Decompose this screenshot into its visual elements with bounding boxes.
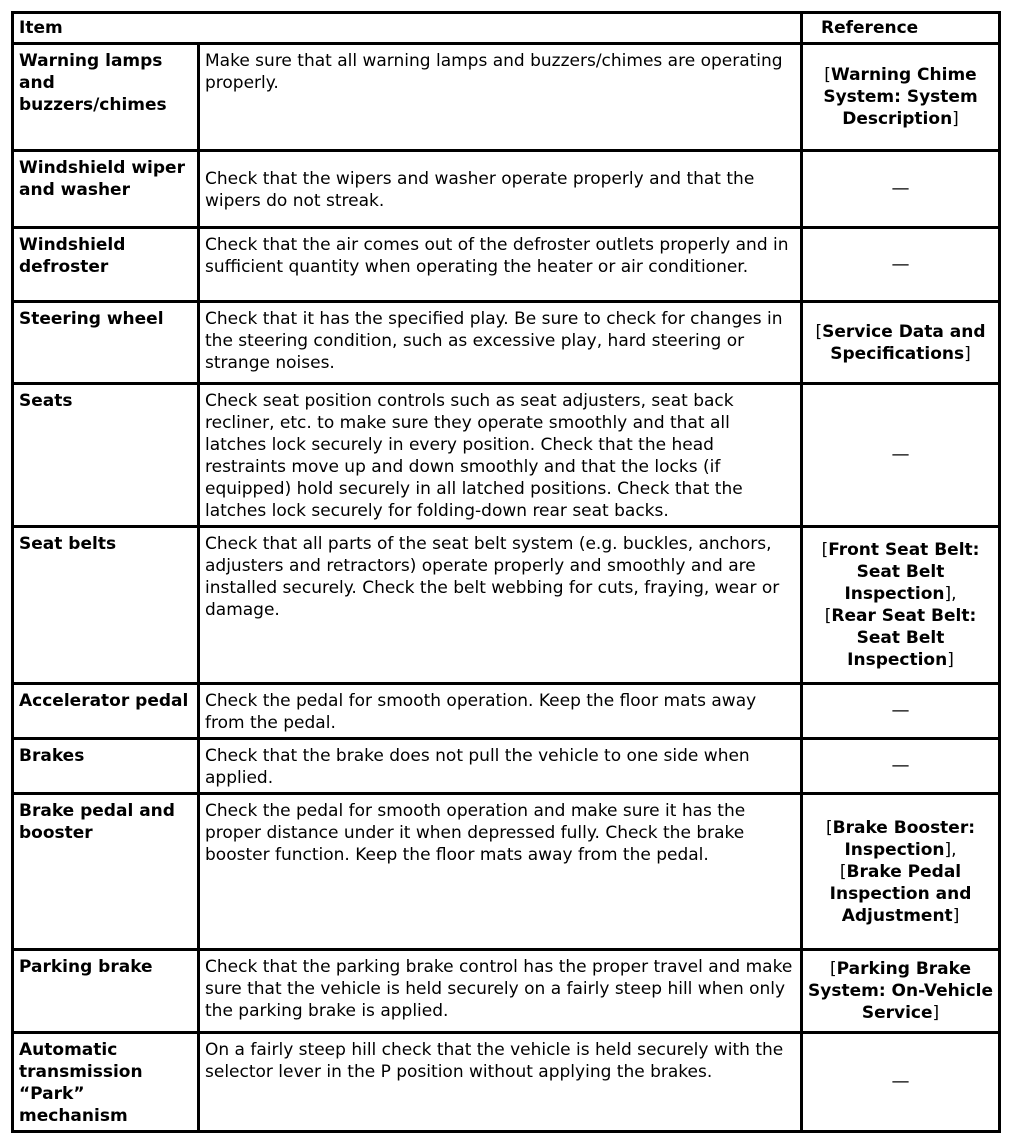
- item-cell: Seats: [13, 384, 199, 527]
- item-cell: Brakes: [13, 739, 199, 794]
- reference-link[interactable]: Brake Booster: Inspection: [832, 817, 976, 860]
- reference-link[interactable]: Parking Brake System: On-Vehicle Service: [808, 959, 994, 1023]
- reference-cell: [802, 44, 1000, 151]
- description-cell: Check that it has the specified play. Be sure to check for changes in the steering condition, such as excessive play, hard steering or strange noises.: [199, 302, 802, 384]
- table-row: [13, 44, 1000, 151]
- inspection-table-container: [11, 11, 998, 1133]
- no-reference-dash: —: [891, 1071, 910, 1092]
- table-row: [13, 302, 1000, 384]
- item-cell: Windshield wiper and washer: [13, 151, 199, 228]
- reference-entry: [Brake Pedal Inspection and Adjustment]: [829, 861, 972, 926]
- reference-link[interactable]: Front Seat Belt: Seat Belt Inspection: [828, 540, 980, 604]
- table-row: [13, 527, 1000, 684]
- reference-entry: [Service Data and Specifications]: [815, 321, 986, 364]
- description-cell: Check that the wipers and washer operate properly and that the wipers do not streak.: [199, 151, 802, 228]
- table-row: [13, 684, 1000, 739]
- reference-link[interactable]: Service Data and Specifications: [822, 321, 986, 364]
- description-cell: Check the pedal for smooth operation. Keep the floor mats away from the pedal.: [199, 684, 802, 739]
- reference-cell: [802, 1033, 1000, 1132]
- reference-cell: [802, 684, 1000, 739]
- header-item: Item: [13, 13, 802, 44]
- description-cell: Check that the air comes out of the defroster outlets properly and in sufficient quantity when operating the heater or air conditioner.: [199, 228, 802, 302]
- reference-entry: [Brake Booster: Inspection],: [826, 817, 976, 860]
- reference-cell: [802, 950, 1000, 1033]
- description-cell: Make sure that all warning lamps and buzzers/chimes are operating properly.: [199, 44, 802, 151]
- description-cell: Check that the parking brake control has the proper travel and make sure that the vehicle is held securely on a fairly steep hill when only the parking brake is applied.: [199, 950, 802, 1033]
- no-reference-dash: —: [891, 178, 910, 199]
- table-row: [13, 384, 1000, 527]
- reference-cell: [802, 739, 1000, 794]
- item-cell: Parking brake: [13, 950, 199, 1033]
- header-reference: Reference: [802, 13, 1000, 44]
- item-cell: Accelerator pedal: [13, 684, 199, 739]
- table-row: [13, 1033, 1000, 1132]
- table-row: [13, 950, 1000, 1033]
- item-cell: Brake pedal and booster: [13, 794, 199, 950]
- table-row: [13, 794, 1000, 950]
- item-cell: Seat belts: [13, 527, 199, 684]
- item-cell: Automatic transmission “Park” mechanism: [13, 1033, 199, 1132]
- reference-cell: [802, 151, 1000, 228]
- no-reference-dash: —: [891, 444, 910, 465]
- reference-cell: [802, 228, 1000, 302]
- table-row: [13, 739, 1000, 794]
- reference-cell: [802, 384, 1000, 527]
- reference-entry: [Rear Seat Belt: Seat Belt Inspection]: [824, 606, 977, 670]
- no-reference-dash: —: [891, 253, 910, 275]
- reference-entry: [Front Seat Belt: Seat Belt Inspection],: [821, 540, 980, 604]
- item-cell: Warning lamps and buzzers/chimes: [13, 44, 199, 151]
- reference-link[interactable]: Rear Seat Belt: Seat Belt Inspection: [831, 606, 977, 670]
- reference-link[interactable]: Brake Pedal Inspection and Adjustment: [829, 861, 972, 926]
- no-reference-dash: —: [891, 700, 910, 721]
- inspection-table: [11, 11, 1001, 1133]
- header-row: [13, 13, 1000, 44]
- description-cell: Check seat position controls such as seat adjusters, seat back recliner, etc. to make sure they operate smoothly and that all latches lock securely in every position. Check that the head restraints move up and down smoothly and that the locks (if equipped) hold securely in all latched positions. Check that the latches lock securely for folding-down rear seat backs.: [199, 384, 802, 527]
- reference-cell: [802, 794, 1000, 950]
- reference-entry: [Warning Chime System: System Description]: [823, 65, 978, 129]
- table-row: [13, 228, 1000, 302]
- description-cell: Check that the brake does not pull the vehicle to one side when applied.: [199, 739, 802, 794]
- reference-cell: [802, 302, 1000, 384]
- description-cell: On a fairly steep hill check that the vehicle is held securely with the selector lever in the P position without applying the brakes.: [199, 1033, 802, 1132]
- table-row: [13, 151, 1000, 228]
- item-cell: Windshield defroster: [13, 228, 199, 302]
- description-cell: Check the pedal for smooth operation and make sure it has the proper distance under it when depressed fully. Check the brake booster function. Keep the floor mats away from the pedal.: [199, 794, 802, 950]
- reference-entry: [Parking Brake System: On-Vehicle Service]: [808, 959, 994, 1023]
- table-body: [13, 44, 1000, 1132]
- item-cell: Steering wheel: [13, 302, 199, 384]
- no-reference-dash: —: [891, 755, 910, 776]
- reference-cell: [802, 527, 1000, 684]
- reference-link[interactable]: Warning Chime System: System Description: [823, 65, 978, 129]
- description-cell: Check that all parts of the seat belt system (e.g. buckles, anchors, adjusters and retractors) operate properly and smoothly and are installed securely. Check the belt webbing for cuts, fraying, wear or damage.: [199, 527, 802, 684]
